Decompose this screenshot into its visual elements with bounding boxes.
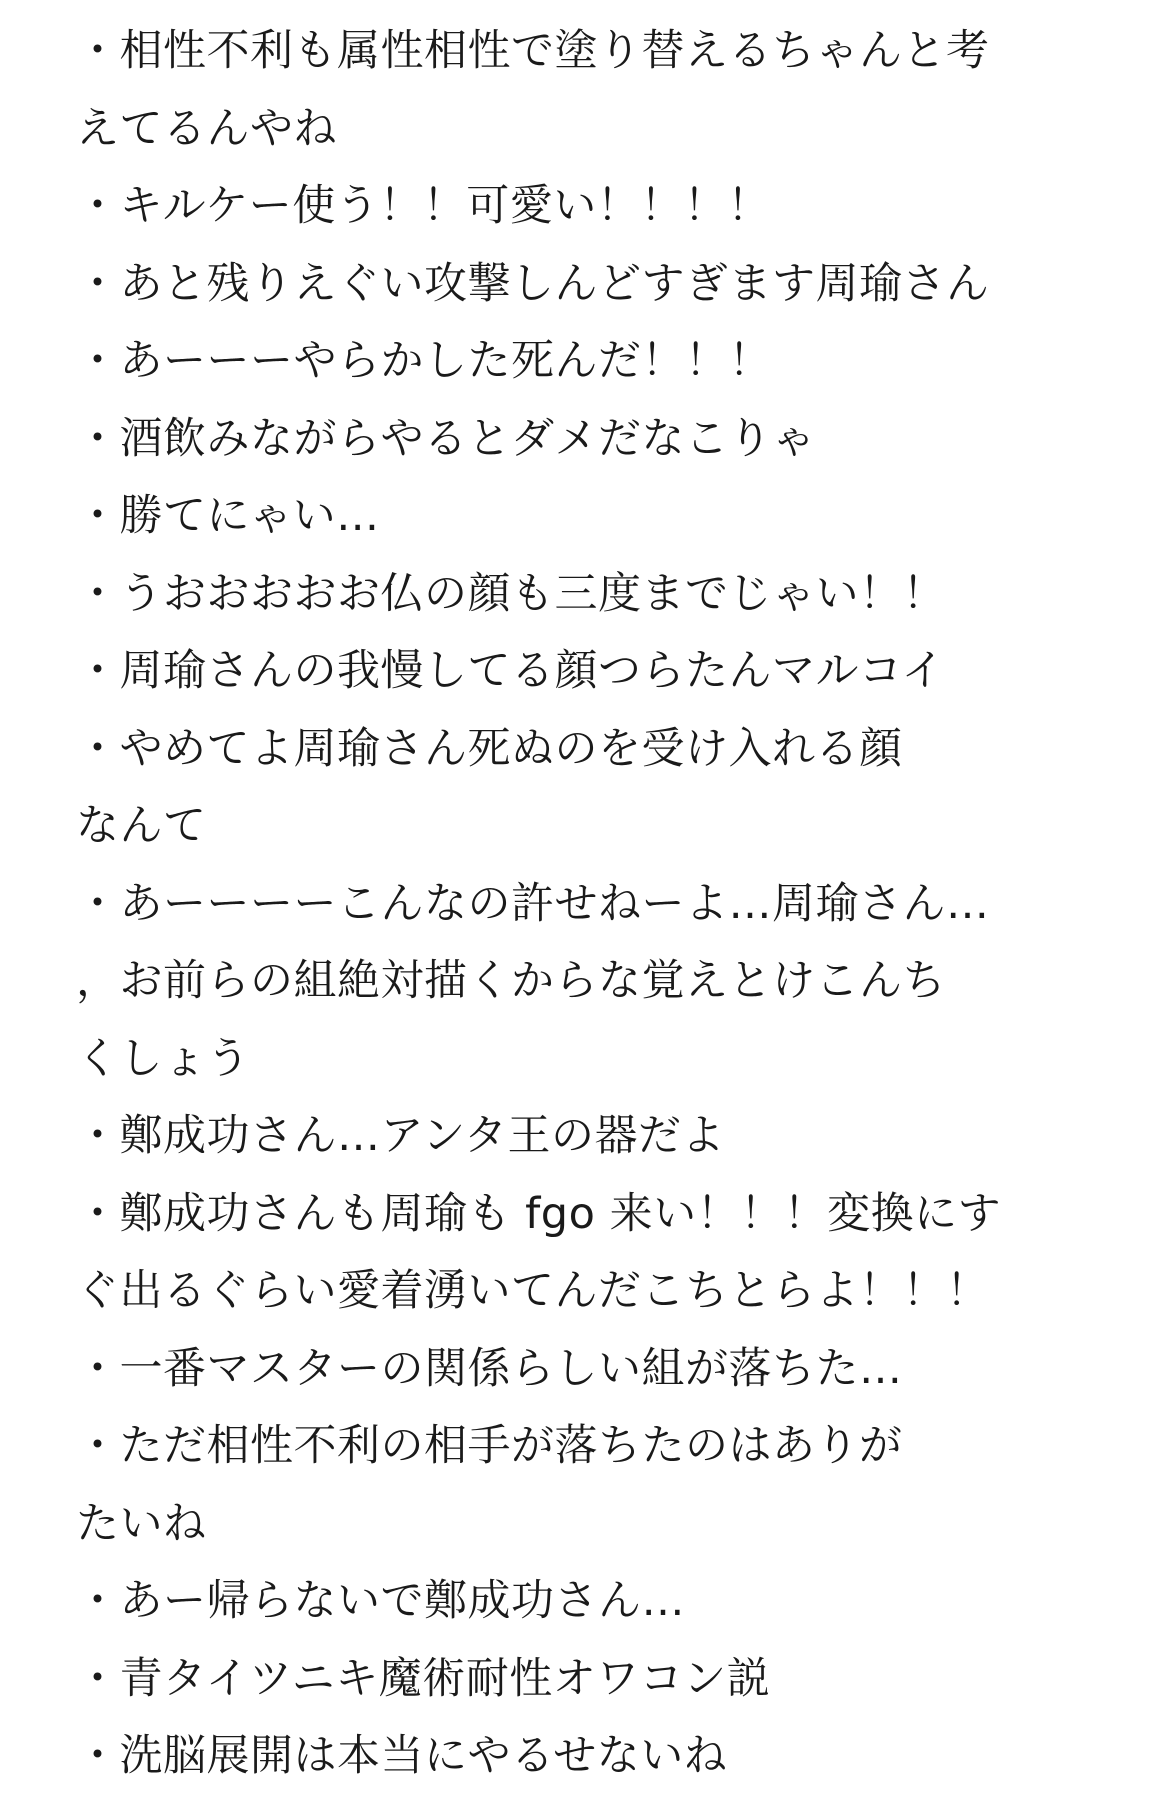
text-line: くしょう xyxy=(76,1033,250,1084)
text-line: ・うおおおおお仏の顔も三度までじゃい！！ xyxy=(76,568,946,619)
text-line: ・あー帰らないで鄭成功さん… xyxy=(76,1576,685,1626)
text-line: ・鄭成功さんも周瑜も fgo 来い！！！変換にす xyxy=(76,1188,1002,1239)
text-line: ・やめてよ周瑜さん死ぬのを受け入れる顔 xyxy=(76,723,903,774)
text-line: ・ただ相性不利の相手が落ちたのはありが xyxy=(76,1421,903,1471)
text-line: えてるんやね xyxy=(76,103,337,154)
text-line: ・洗脳展開は本当にやるせないね xyxy=(76,1731,728,1781)
text-line: ・青タイツニキ魔術耐性オワコン説 xyxy=(76,1653,771,1704)
text-line: ぐ出るぐらい愛着湧いてんだこちとらよ！！！ xyxy=(76,1266,990,1316)
text-line: ・鄭成功さん…アンタ王の器だよ xyxy=(76,1111,726,1161)
text-line: ・キルケー使う！！可愛い！！！！ xyxy=(76,181,771,231)
text-line: ・あと残りえぐい攻撃しんどすぎます周瑜さん xyxy=(76,258,990,309)
text-line: なんて xyxy=(76,801,207,851)
text-line: ・相性不利も属性相性で塗り替えるちゃんと考 xyxy=(76,26,990,76)
text-line: ・周瑜さんの我慢してる顔つらたんマルコイ xyxy=(76,646,945,696)
text-line: ・あーーーーこんなの許せねーよ…周瑜さん… xyxy=(76,878,990,929)
text-line: たいね xyxy=(76,1498,207,1549)
text-line: ・酒飲みながらやるとダメだなこりゃ xyxy=(76,413,816,464)
text-line: ・勝てにゃい… xyxy=(76,491,380,541)
memo-text-body xyxy=(76,13,1096,1796)
text-line: ・あーーーやらかした死んだ！！！ xyxy=(76,336,772,386)
text-line: ，お前らの組絶対描くからな覚えとけこんち xyxy=(76,956,946,1006)
text-line: ・一番マスターの関係らしい組が落ちた… xyxy=(76,1343,903,1394)
